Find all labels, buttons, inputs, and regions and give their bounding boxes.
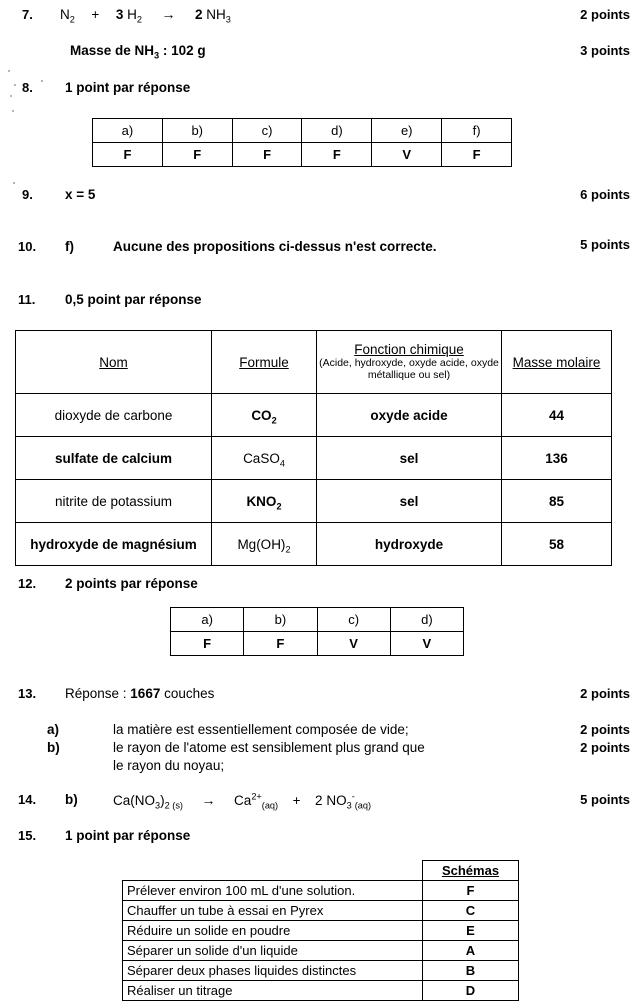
question-12-table [170, 607, 464, 656]
q11-row-3-fonction: hydroxyde [317, 523, 502, 566]
q11-row-0-masse: 44 [502, 394, 612, 437]
question-8-table [92, 118, 512, 167]
question-14-number: 14. [18, 792, 37, 807]
q15-row-5-desc: Réaliser un titrage [123, 981, 423, 1001]
q11-row-2-nom: nitrite de potassium [16, 480, 212, 523]
question-12-instruction: 2 points par réponse [65, 576, 198, 591]
q7-coefficient-3: 3 [115, 7, 124, 22]
question-15-table [122, 860, 519, 1001]
q15-row-0-desc: Prélever environ 100 mL d'une solution. [123, 881, 423, 901]
q8-header-c: c) [232, 119, 302, 143]
question-11-number: 11. [18, 292, 36, 307]
q15-row-0-code: F [423, 881, 519, 901]
table-row [123, 961, 519, 981]
question-13-item-b-text: le rayon de l'atome est sensiblement plus grand que [113, 740, 425, 755]
q11-row-0-fonction: oxyde acide [317, 394, 502, 437]
table-row [16, 480, 612, 523]
question-14-points: 5 points [580, 792, 630, 807]
table-row [123, 921, 519, 941]
q15-row-1-code: C [423, 901, 519, 921]
q7-reactant-1: $N_2$ [60, 7, 75, 25]
q8-answer-a: F [93, 143, 163, 167]
question-11-instruction: 0,5 point par réponse [65, 292, 202, 307]
q14-ion-2: $NO_3^-_{(aq)}$ [326, 791, 372, 811]
q11-row-2-masse: 85 [502, 480, 612, 523]
q11-header-nom: Nom [16, 331, 212, 394]
question-15-number: 15. [18, 828, 37, 843]
table-row-headers [171, 608, 464, 632]
table-row-answers [171, 632, 464, 656]
table-row [123, 981, 519, 1001]
q15-row-4-code: B [423, 961, 519, 981]
question-9-answer: x = 5 [65, 187, 96, 202]
q8-answer-b: F [162, 143, 232, 167]
q8-answer-c: F [232, 143, 302, 167]
q11-row-1-nom: sulfate de calcium [16, 437, 212, 480]
q11-row-1-masse: 136 [502, 437, 612, 480]
question-7-mass-points: 3 points [580, 43, 630, 58]
question-9-number: 9. [22, 187, 33, 202]
q11-row-0-formule: $CO_2$ [212, 394, 317, 437]
question-8-instruction: 1 point par réponse [65, 80, 191, 95]
table-row [123, 901, 519, 921]
q11-row-3-masse: 58 [502, 523, 612, 566]
q11-row-1-formule: CaSO$_4$ [212, 437, 317, 480]
q14-plus: + [292, 793, 301, 808]
q8-header-b: b) [162, 119, 232, 143]
scan-speck [10, 95, 12, 97]
q7-product: $NH_3$ [206, 7, 231, 25]
q8-header-f: f) [442, 119, 512, 143]
table-row-headers [93, 119, 512, 143]
question-13-points: 2 points [580, 686, 630, 701]
table-row-answers [93, 143, 512, 167]
question-7-equation [60, 6, 231, 25]
q12-header-b: b) [244, 608, 317, 632]
q12-header-c: c) [317, 608, 390, 632]
q8-header-d: d) [302, 119, 372, 143]
q8-answer-f: F [442, 143, 512, 167]
question-13-item-a-letter: a) [47, 722, 60, 737]
scan-speck [12, 110, 14, 112]
table-row [123, 941, 519, 961]
scan-speck [14, 84, 16, 86]
question-13-answer: Réponse : 1667 couches [65, 686, 215, 701]
q7-arrow-icon: → [161, 6, 176, 22]
q8-answer-d: F [302, 143, 372, 167]
q15-row-1-desc: Chauffer un tube à essai en Pyrex [123, 901, 423, 921]
q11-row-2-formule: $KNO_2$ [212, 480, 317, 523]
q15-row-5-code: D [423, 981, 519, 1001]
q14-coefficient: 2 [315, 793, 323, 808]
q12-header-a: a) [171, 608, 244, 632]
question-13-item-a-text: la matière est essentiellement composée de vide; [113, 722, 409, 737]
question-13-number: 13. [18, 686, 37, 701]
q14-reactant: $Ca(NO_3)_{2 (s)}$ [113, 793, 183, 811]
question-10-number: 10. [18, 239, 37, 254]
question-11-table [15, 330, 612, 566]
q7-coefficient-2: 2 [195, 7, 203, 22]
q15-header-schemas: Schémas [423, 861, 519, 881]
table-row [123, 881, 519, 901]
table-row [16, 523, 612, 566]
question-10-answer: Aucune des propositions ci-dessus n'est correcte. [113, 239, 437, 254]
question-13-item-b-text-cont: le rayon du noyau; [113, 758, 225, 773]
question-7-points: 2 points [580, 7, 630, 22]
q8-answer-e: V [372, 143, 442, 167]
question-13-item-a-points: 2 points [580, 722, 630, 737]
q12-answer-b: F [244, 632, 317, 656]
question-9-points: 6 points [580, 187, 630, 202]
q12-answer-c: V [317, 632, 390, 656]
q7-reactant-2: $H_2$ [127, 7, 142, 25]
q12-answer-a: F [171, 632, 244, 656]
question-12-number: 12. [18, 576, 37, 591]
q15-row-2-code: E [423, 921, 519, 941]
scan-speck [8, 70, 10, 72]
q11-header-masse-molaire: Masse molaire [502, 331, 612, 394]
q7-plus: + [91, 7, 100, 22]
question-7-mass-line: Masse de $NH_3$ : 102 g [70, 43, 206, 61]
table-row-headers [16, 331, 612, 394]
question-8-number: 8. [22, 80, 33, 95]
q14-arrow-icon: → [201, 792, 216, 808]
q11-row-3-formule: $Mg(OH)_2$ [212, 523, 317, 566]
q15-header-blank [123, 861, 423, 881]
q15-row-3-code: A [423, 941, 519, 961]
scan-speck [41, 80, 43, 82]
q12-answer-d: V [390, 632, 463, 656]
q8-header-a: a) [93, 119, 163, 143]
question-13-item-b-points: 2 points [580, 740, 630, 755]
q12-header-d: d) [390, 608, 463, 632]
scan-speck [13, 182, 15, 184]
q15-row-2-desc: Réduire un solide en poudre [123, 921, 423, 941]
q13-answer-value: 1667 [130, 686, 161, 701]
q15-row-4-desc: Séparer deux phases liquides distinctes [123, 961, 423, 981]
q11-row-3-nom: hydroxyde de magnésium [16, 523, 212, 566]
question-7-number: 7. [22, 7, 33, 22]
q14-ion-1: $Ca^{2+}_{(aq)}$ [234, 791, 279, 811]
table-row [16, 394, 612, 437]
q11-header-formule: Formule [212, 331, 317, 394]
q11-row-0-nom: dioxyde de carbone [16, 394, 212, 437]
q11-row-2-fonction: sel [317, 480, 502, 523]
question-10-points: 5 points [580, 237, 630, 252]
question-15-instruction: 1 point par réponse [65, 828, 191, 843]
question-13-item-b-letter: b) [47, 740, 60, 755]
q15-row-3-desc: Séparer un solide d'un liquide [123, 941, 423, 961]
q11-header-fonction-chimique: Fonction chimique (Acide, hydroxyde, oxyde acide, oxyde métallique ou sel) [317, 331, 502, 394]
q8-header-e: e) [372, 119, 442, 143]
question-14-equation [113, 791, 372, 811]
table-row [16, 437, 612, 480]
question-14-choice: b) [65, 792, 78, 807]
q11-row-1-fonction: sel [317, 437, 502, 480]
table-row-headers [123, 861, 519, 881]
question-10-choice: f) [65, 239, 74, 254]
